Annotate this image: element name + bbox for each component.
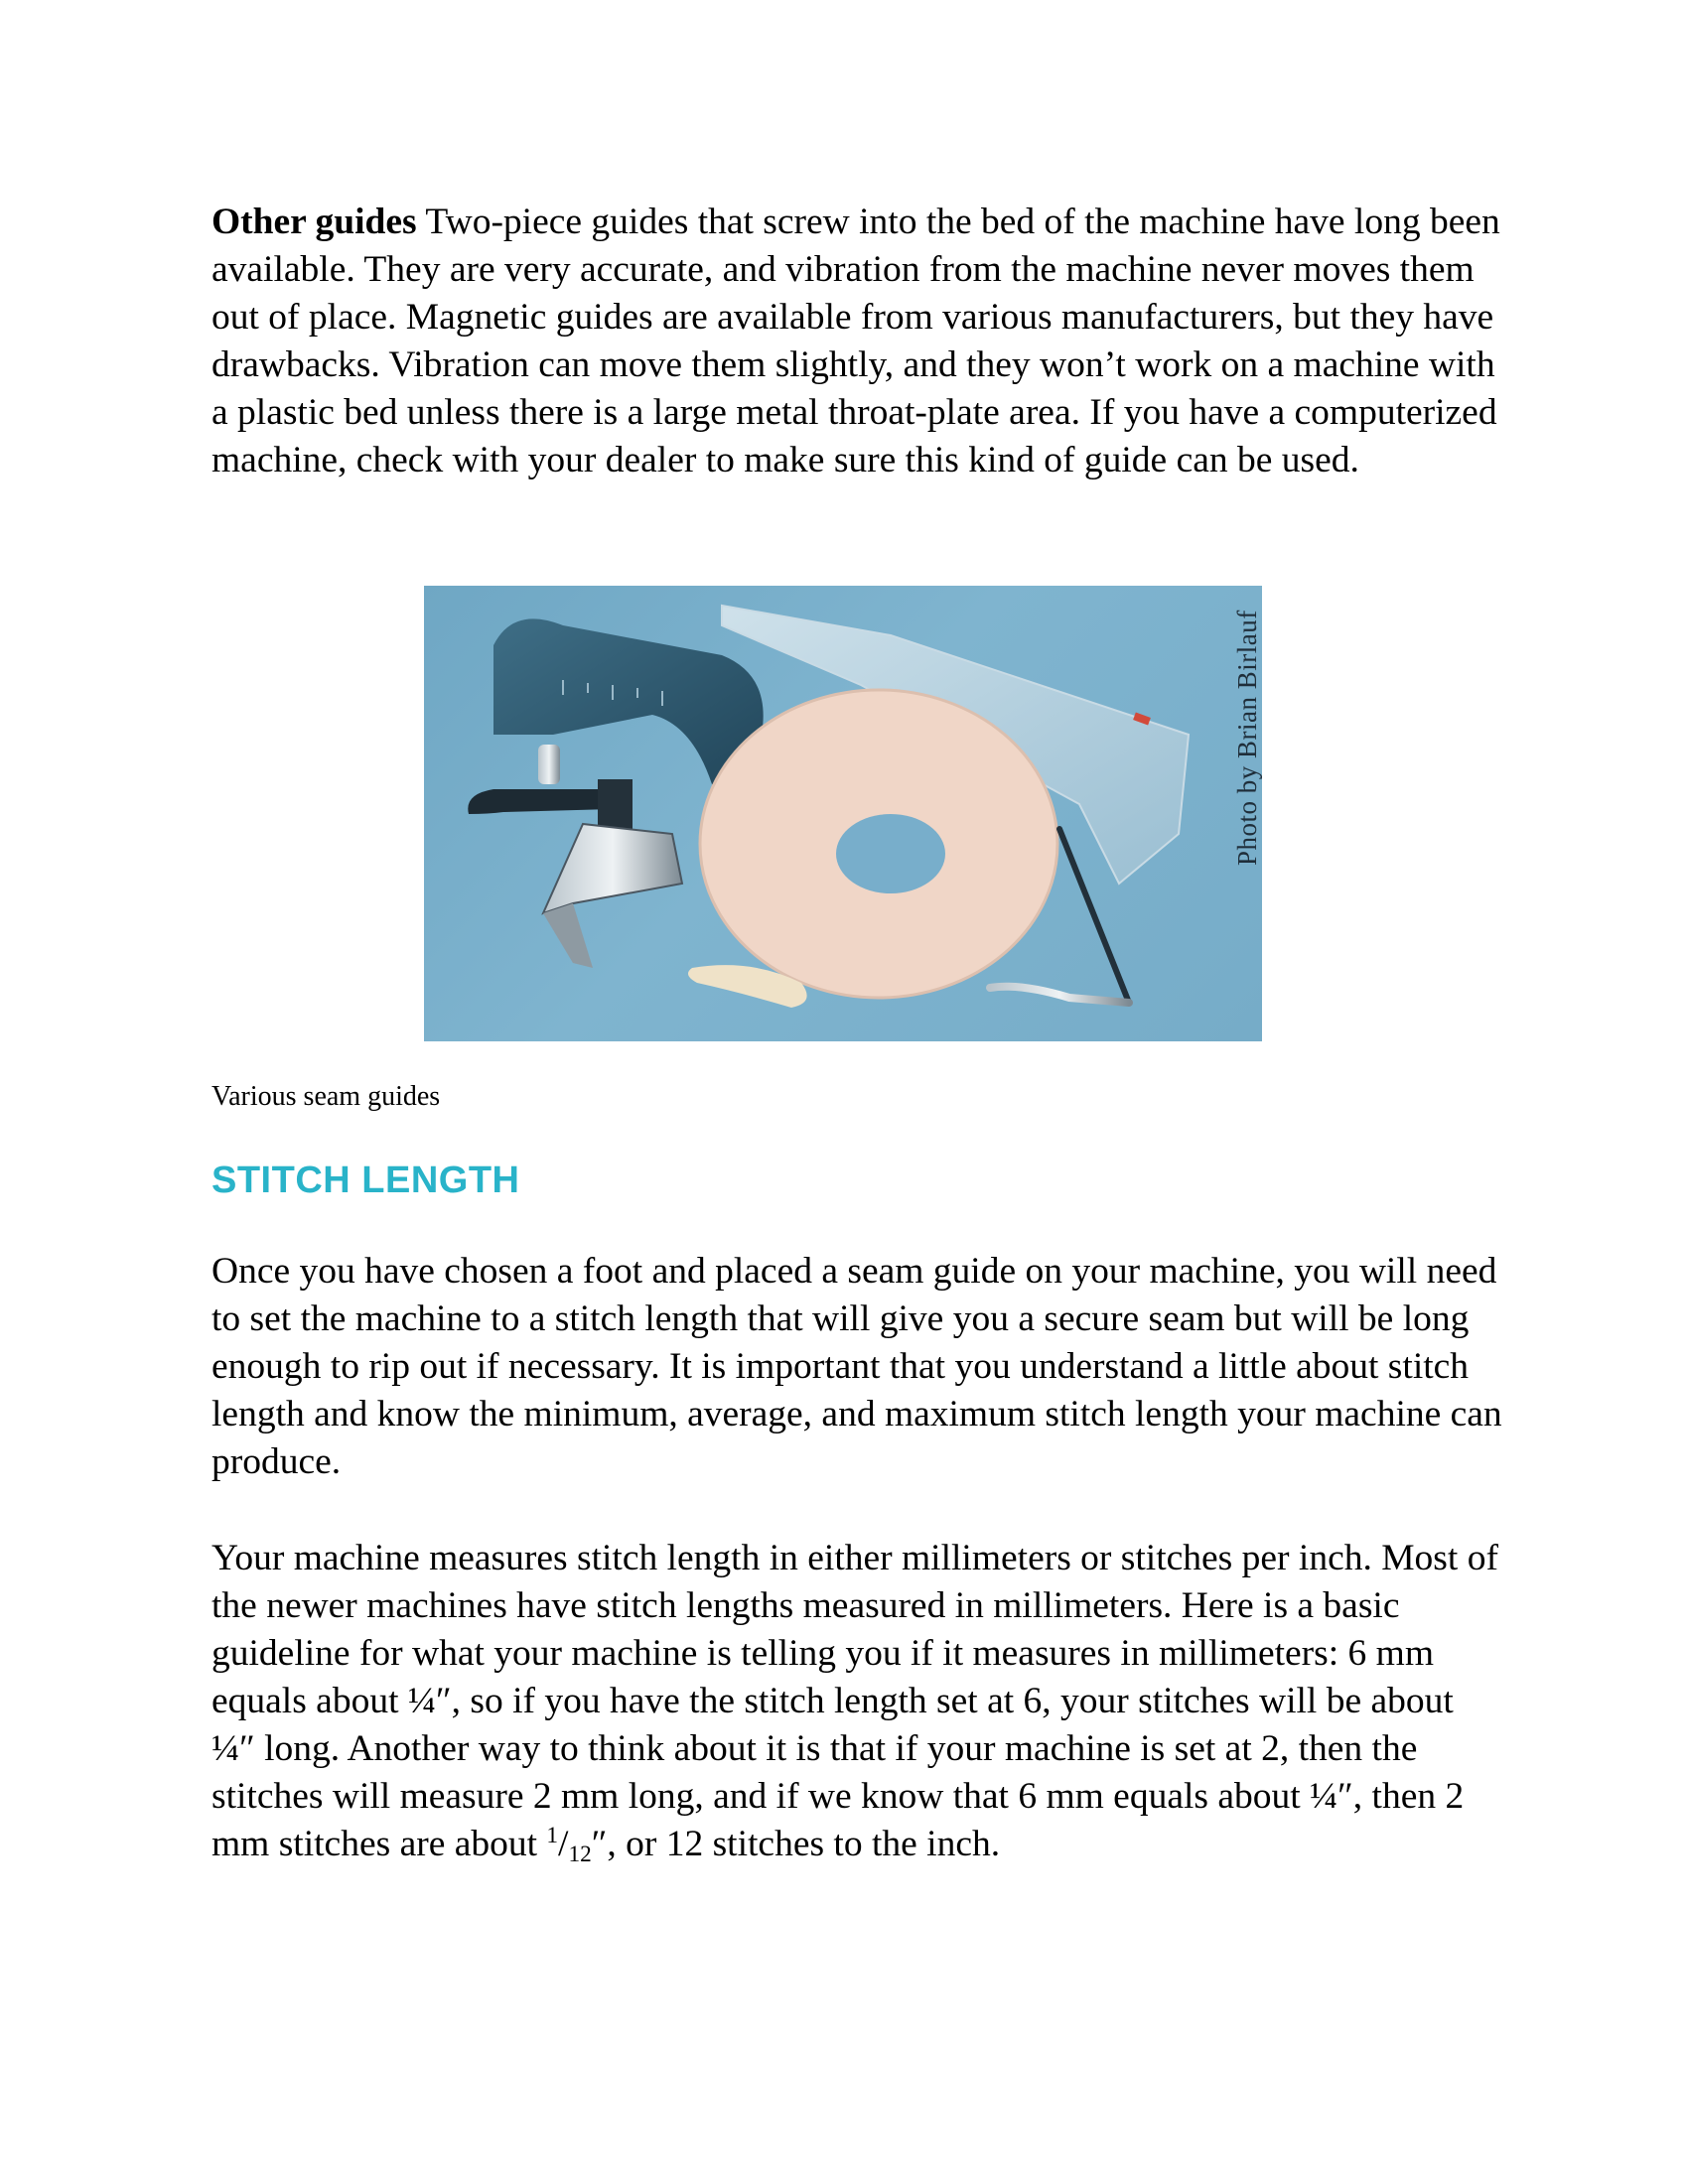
photo-credit: Photo by Brian Birlauf — [1232, 610, 1262, 866]
seam-guides-photo — [424, 586, 1262, 1041]
paragraph-body: Your machine measures stitch length in either millimeters or stitches per inch. Most of the newer machines have stitch lengths measured in millimeters. Here is a basic guideline for what your machine is telling you if it measures in millimeters: 6 mm equals about ¼″, so if you have the stitch length set at 6, your stitches will be about ¼″ long. Another way to think about it is that if your machine is set at 2, then the stitches will measure 2 mm long, and if we know that 6 mm equals about ¼″, then 2 mm stitches are about — [211, 1538, 1498, 1864]
paragraph-other-guides — [211, 199, 1502, 484]
fraction-denominator: 12 — [568, 1841, 592, 1867]
paragraph-lead-term: Other guides — [211, 202, 417, 242]
fraction-slash: / — [558, 1824, 569, 1864]
section-heading: STITCH LENGTH — [211, 1160, 520, 1201]
fraction-numerator: 1 — [546, 1823, 559, 1849]
paragraph-tail: ″, or 12 stitches to the inch. — [591, 1824, 1001, 1864]
paragraph-body: Two-piece guides that screw into the bed of the machine have long been available. They are very accurate, and vibration from the machine never moves them out of place. Magnetic guides are available from various manufacturers, but they have drawbacks. Vibration can move them slightly, and they won’t work on a machine with a plastic bed unless there is a large metal throat-plate area. If you have a computerized machine, check with your dealer to make sure this kind of guide can be used. — [211, 202, 1500, 480]
paragraph-stitch-measure — [211, 1535, 1502, 1868]
figure-caption: Various seam guides — [211, 1081, 441, 1112]
seam-guides-photo-icon — [424, 586, 1262, 1041]
paragraph-stitch-intro: Once you have chosen a foot and placed a seam guide on your machine, you will need to set the machine to a stitch length that will give you a secure seam but will be long enough to rip out if necessary. It is important that you understand a little about stitch length and know the minimum, average, and maximum stitch length your machine can produce. — [211, 1251, 1502, 1482]
